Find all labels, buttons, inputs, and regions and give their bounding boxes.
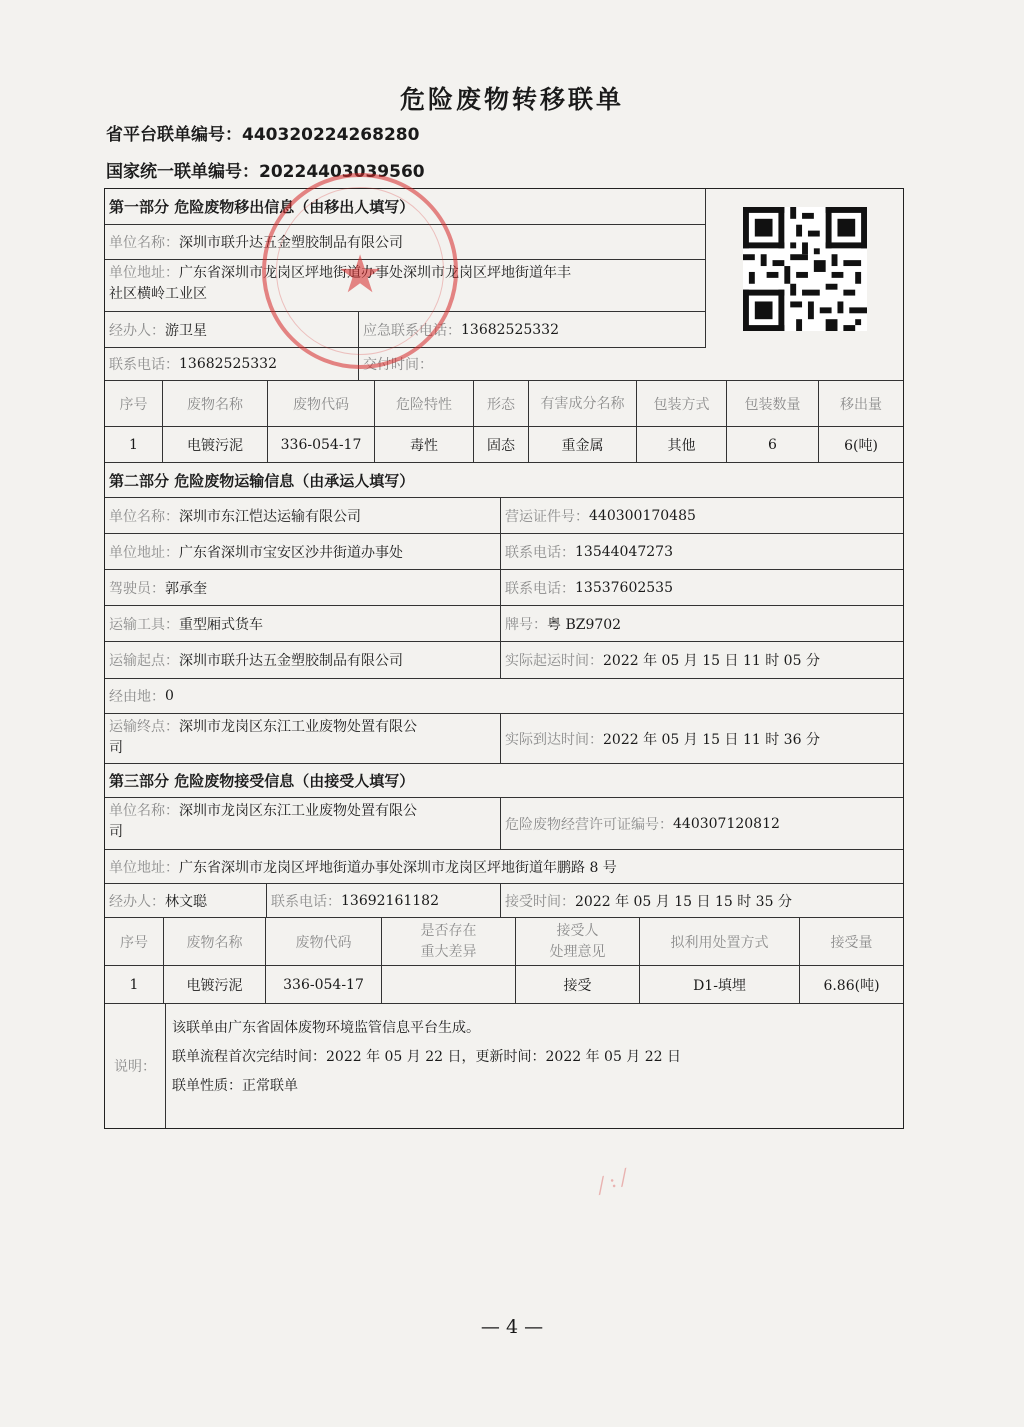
part2-permit: 440300170485 — [589, 507, 696, 524]
part2-unit-name-label: 单位名称： — [109, 508, 179, 525]
table-row — [105, 966, 903, 1004]
part1-handler-label: 经办人： — [109, 322, 165, 339]
part2-depart-time: 2022 年 05 月 15 日 11 时 05 分 — [603, 653, 820, 669]
part2-arrive-label: 实际到达时间： — [505, 731, 603, 748]
table-header-cell: 废物名称 — [163, 918, 265, 965]
part3-handler-label: 经办人： — [109, 893, 165, 910]
part3-unit-name-line2: 司 — [109, 824, 123, 840]
part3-unit-name-label: 单位名称： — [109, 803, 179, 819]
part2-title-row — [105, 463, 903, 498]
part2-plate: 粤 BZ9702 — [547, 616, 622, 633]
part2-driver-phone: 13537602535 — [575, 579, 673, 596]
part2-depart-label: 实际起运时间： — [505, 653, 603, 669]
part3-address-label: 单位地址： — [109, 859, 179, 876]
table-header-cell: 序号 — [119, 396, 148, 413]
national-manifest-number: 国家统一联单编号：20224403039560 — [106, 162, 425, 182]
notes-line-3: 联单性质：正常联单 — [172, 1078, 298, 1094]
part2-phone-label: 联系电话： — [505, 544, 575, 561]
table-cell: 接受 — [515, 966, 639, 1003]
table-header-cell: 包装方式 — [636, 381, 726, 426]
part2-plate-label: 牌号： — [505, 616, 547, 633]
table-cell: 6.86(吨) — [799, 966, 903, 1003]
part1-delivery-label: 交付时间： — [363, 357, 433, 373]
document-title: 危险废物转移联单 — [399, 85, 624, 114]
part1-address-label: 单位地址： — [109, 265, 179, 281]
part2-unit-row — [105, 498, 903, 534]
table-cell: 1 — [129, 436, 138, 453]
table-cell: 固态 — [473, 427, 528, 462]
part3-unit-row — [105, 798, 903, 850]
table-header-cell: 是否存在 重大差异 — [381, 918, 515, 965]
part2-dest-line2: 司 — [109, 740, 123, 756]
part3-unit-name-line1: 深圳市龙岗区东江工业废物处置有限公 — [179, 803, 417, 819]
part1-unit-name-label: 单位名称： — [109, 235, 179, 251]
table-header-cell: 拟利用处置方式 — [639, 918, 799, 965]
part1-unit-name-row — [105, 225, 705, 260]
table-cell: 336-054-17 — [265, 966, 381, 1003]
qr-code — [705, 189, 903, 348]
part3-receive-time: 2022 年 05 月 15 日 15 时 35 分 — [575, 893, 792, 910]
part3-phone: 13692161182 — [341, 892, 439, 909]
table-cell — [381, 966, 515, 1003]
part1-unit-name: 深圳市联升达五金塑胶制品有限公司 — [179, 235, 403, 251]
manifest-form — [104, 188, 904, 1129]
part2-phone: 13544047273 — [575, 543, 673, 560]
table-header-cell: 移出量 — [818, 381, 903, 426]
table-header-cell: 形态 — [473, 381, 528, 426]
table-header-cell: 废物名称 — [162, 381, 267, 426]
provincial-manifest-number: 省平台联单编号：440320224268280 — [106, 125, 420, 145]
table-cell: 其他 — [636, 427, 726, 462]
table-cell: 336-054-17 — [267, 427, 374, 462]
part2-unit-name: 深圳市东江恺达运输有限公司 — [179, 508, 361, 525]
part3-receive-label: 接受时间： — [505, 893, 575, 910]
table-header-cell: 废物代码 — [265, 918, 381, 965]
part1-phone: 13682525332 — [179, 356, 277, 372]
part1-phone-label: 联系电话： — [109, 357, 179, 373]
part1-address-line1: 广东省深圳市龙岗区坪地街道办事处深圳市龙岗区坪地街道年丰 — [179, 265, 571, 281]
part2-dest-row — [105, 714, 903, 764]
part3-handler-row — [105, 884, 903, 918]
part2-origin: 深圳市联升达五金塑胶制品有限公司 — [179, 653, 403, 669]
table-header-cell: 序号 — [120, 934, 148, 951]
part2-driver-row — [105, 570, 903, 606]
table-header-cell: 包装数量 — [726, 381, 818, 426]
part3-address: 广东省深圳市龙岗区坪地街道办事处深圳市龙岗区坪地街道年鹏路 8 号 — [179, 859, 617, 876]
part3-title: 第三部分 危险废物接受信息（由接受人填写） — [109, 772, 415, 790]
part2-origin-label: 运输起点： — [109, 653, 179, 669]
notes-line-2: 联单流程首次完结时间：2022 年 05 月 22 日，更新时间：2022 年 05 月 22 日 — [172, 1049, 682, 1065]
part2-vehicle-label: 运输工具： — [109, 616, 179, 633]
part1-handler-row — [105, 312, 705, 348]
notes-label: 说明： — [114, 1059, 156, 1075]
part3-handler: 林文聪 — [165, 893, 207, 910]
part2-address-label: 单位地址： — [109, 544, 179, 561]
faint-red-mark: ⁄ ꞉ ⁄ — [595, 1166, 631, 1200]
part3-table-header-row — [105, 918, 903, 966]
part3-license: 440307120812 — [673, 815, 780, 832]
part2-address-row — [105, 534, 903, 570]
part3-title-row — [105, 764, 903, 798]
table-header-cell: 接受人 处理意见 — [515, 918, 639, 965]
table-cell: 6(吨) — [818, 427, 903, 462]
table-header-cell: 废物代码 — [267, 381, 374, 426]
part2-vehicle: 重型厢式货车 — [179, 616, 263, 633]
notes-row — [105, 1004, 903, 1128]
part1-title-row — [105, 189, 705, 225]
part2-via-label: 经由地： — [109, 689, 165, 705]
table-cell: 电镀污泥 — [162, 427, 267, 462]
part2-permit-label: 营运证件号： — [505, 508, 589, 525]
table-header-cell: 有害成分名称 — [528, 381, 636, 426]
table-cell: 电镀污泥 — [163, 966, 265, 1003]
table-row — [105, 427, 903, 463]
table-header-cell: 危险特性 — [374, 381, 473, 426]
part2-address: 广东省深圳市宝安区沙井街道办事处 — [179, 544, 403, 561]
part2-arrive-time: 2022 年 05 月 15 日 11 时 36 分 — [603, 731, 820, 748]
seal-star-icon: ★ — [336, 244, 384, 305]
part3-license-label: 危险废物经营许可证编号： — [505, 816, 673, 833]
table-cell: 1 — [129, 976, 139, 993]
part2-driver-phone-label: 联系电话： — [505, 580, 575, 597]
part2-origin-row — [105, 642, 903, 679]
part2-title: 第二部分 危险废物运输信息（由承运人填写） — [109, 471, 415, 490]
table-header-cell: 接受量 — [799, 918, 903, 965]
table-cell: 毒性 — [374, 427, 473, 462]
part2-via: 0 — [165, 688, 174, 704]
table-cell: 6 — [726, 427, 818, 462]
notes-line-1: 该联单由广东省固体废物环境监管信息平台生成。 — [172, 1020, 480, 1036]
part2-vehicle-row — [105, 606, 903, 642]
part2-driver-label: 驾驶员： — [109, 580, 165, 597]
part2-dest-label: 运输终点： — [109, 719, 179, 735]
part3-phone-label: 联系电话： — [271, 893, 341, 910]
part2-driver: 郭承奎 — [165, 580, 207, 597]
part1-title: 第一部分 危险废物移出信息（由移出人填写） — [109, 198, 415, 216]
page-number: — 4 — — [480, 1316, 544, 1338]
part3-address-row — [105, 850, 903, 884]
table-cell: 重金属 — [528, 427, 636, 462]
part1-phone-row — [105, 348, 903, 381]
part2-dest-line1: 深圳市龙岗区东江工业废物处置有限公 — [179, 719, 417, 735]
part1-table-header-row — [105, 381, 903, 427]
qr-code-icon — [743, 207, 867, 331]
part1-emergency-label: 应急联系电话： — [363, 322, 461, 339]
table-cell: D1-填埋 — [639, 966, 799, 1003]
part1-address-line2: 社区横岭工业区 — [109, 286, 207, 302]
part2-via-row — [105, 679, 903, 714]
part1-emergency-phone: 13682525332 — [461, 321, 559, 338]
part1-handler: 游卫星 — [165, 322, 207, 339]
part1-address-row — [105, 260, 705, 312]
